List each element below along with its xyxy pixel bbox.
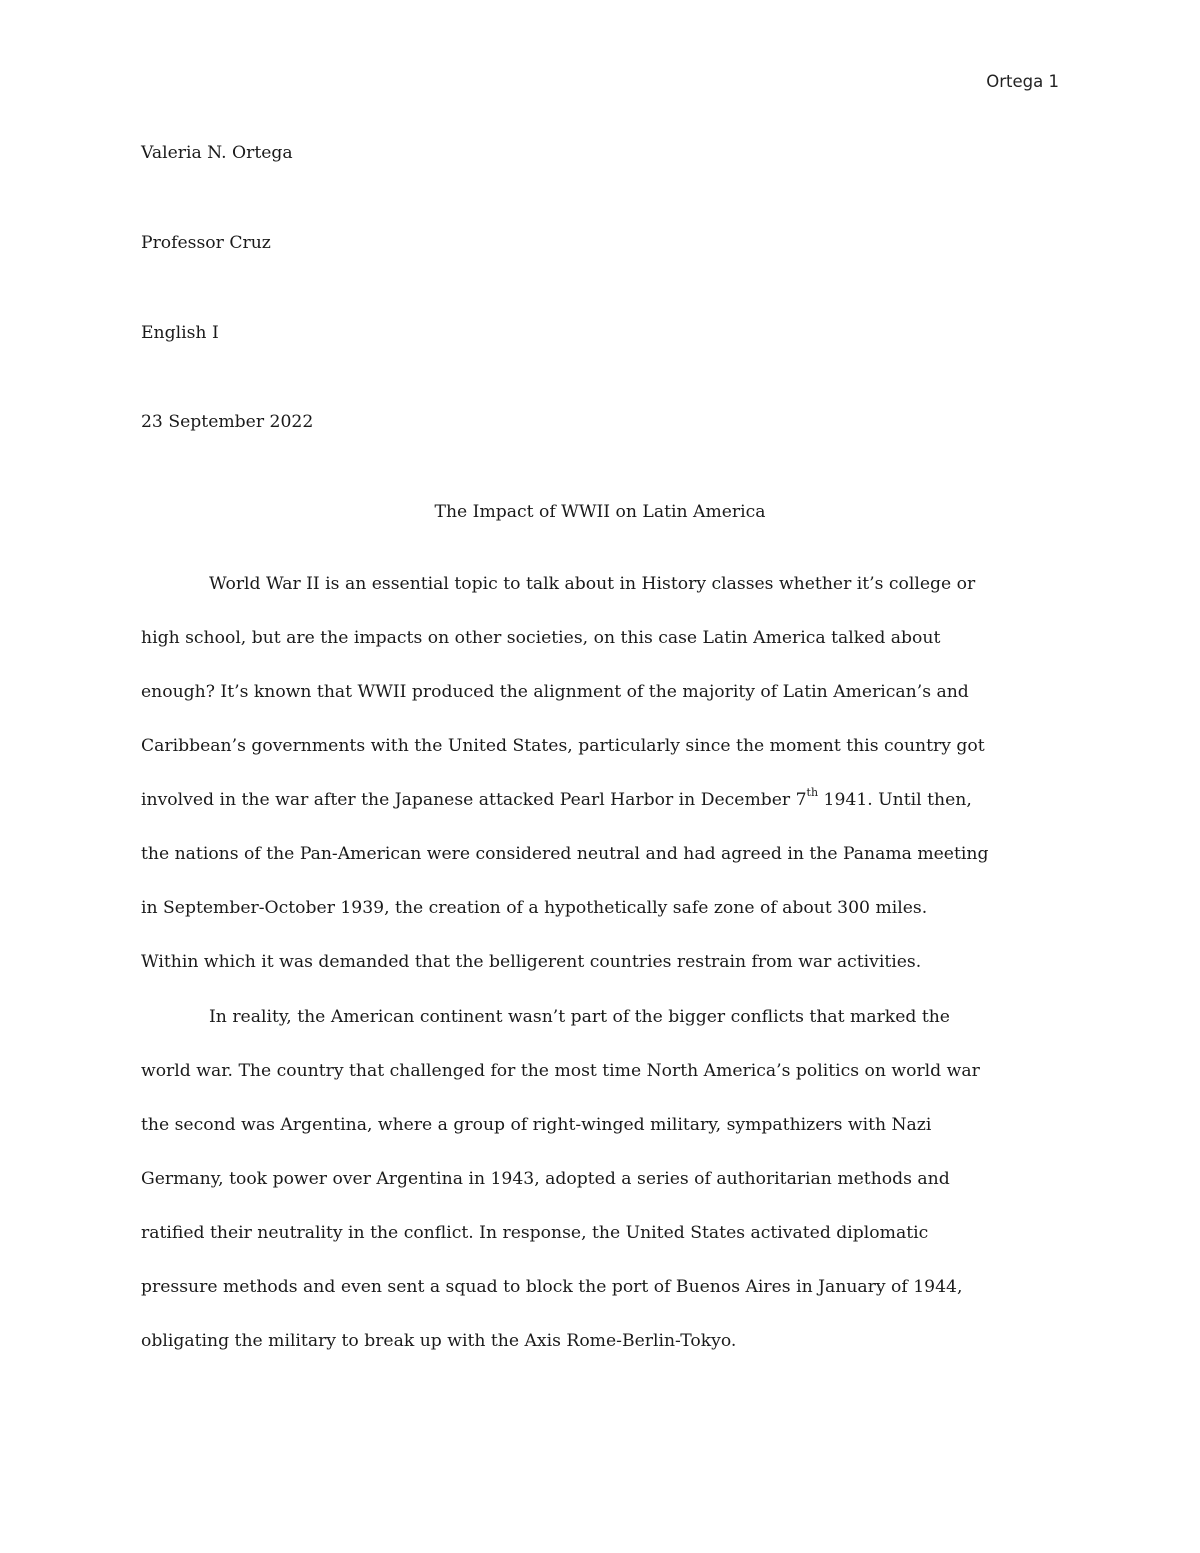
paragraph-line: the second was Argentina, where a group of right-winged military, sympathizers with Nazi [141,1115,932,1135]
paragraph-line: ratified their neutrality in the conflict. In response, the United States activated diplomatic [141,1223,929,1243]
running-head: Ortega 1 [986,72,1059,91]
paragraph-line: pressure methods and even sent a squad to block the port of Buenos Aires in January of 1944, [141,1277,963,1297]
paragraph-line: the nations of the Pan-American were considered neutral and had agreed in the Panama meeting [141,844,989,864]
paragraph-line: In reality, the American continent wasn’t part of the bigger conflicts that marked the [209,1007,950,1027]
paragraph-line: Germany, took power over Argentina in 1943, adopted a series of authoritarian methods and [141,1169,950,1189]
ordinal-superscript: th [806,786,819,800]
paragraph-1 [141,557,1061,989]
essay-title: The Impact of WWII on Latin America [434,502,766,522]
paragraph-line: obligating the military to break up with the Axis Rome-Berlin-Tokyo. [141,1331,737,1351]
course-name: English I [141,323,219,343]
author-name: Valeria N. Ortega [141,143,293,163]
submission-date: 23 September 2022 [141,412,314,432]
paragraph-line-text: involved in the war after the Japanese attacked Pearl Harbor in December 7 [141,790,807,810]
paragraph-line-tail: 1941. Until then, [818,790,972,810]
paragraph-line: world war. The country that challenged for the most time North America’s politics on world war [141,1061,980,1081]
paragraph-line: high school, but are the impacts on other societies, on this case Latin America talked about [141,628,941,648]
paragraph-line [141,773,1061,827]
paragraph-line: in September-October 1939, the creation of a hypothetically safe zone of about 300 miles. [141,898,928,918]
professor-name: Professor Cruz [141,233,271,253]
paragraph-line: Within which it was demanded that the belligerent countries restrain from war activities. [141,952,922,972]
paragraph-line: Caribbean’s governments with the United States, particularly since the moment this country got [141,736,985,756]
paragraph-2 [141,990,1061,1368]
paragraph-line: enough? It’s known that WWII produced the alignment of the majority of Latin American’s and [141,682,969,702]
paragraph-line: World War II is an essential topic to talk about in History classes whether it’s college or [209,574,976,594]
